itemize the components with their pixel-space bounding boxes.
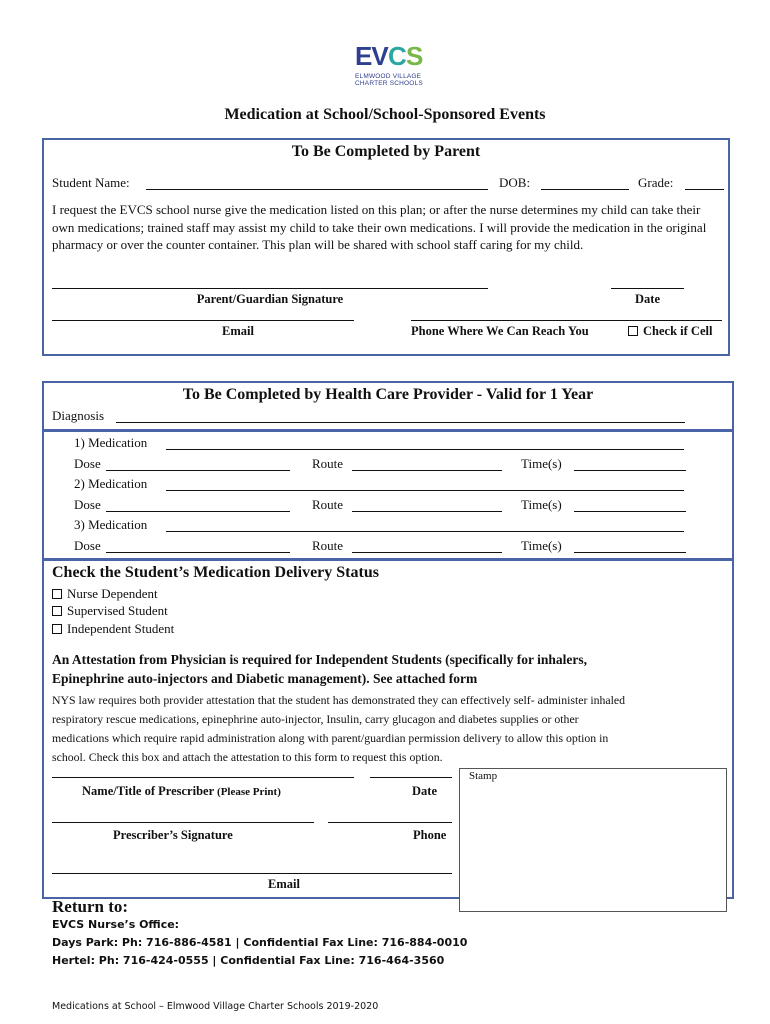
prescriber-phone-field[interactable]	[328, 822, 452, 823]
parent-date-field[interactable]	[611, 288, 684, 289]
prescriber-signature-label: Prescriber’s Signature	[113, 828, 233, 842]
parent-phone-field[interactable]	[411, 320, 722, 321]
time3-label: Time(s)	[521, 538, 562, 553]
student-name-field[interactable]	[146, 189, 488, 190]
route3-label: Route	[312, 538, 344, 553]
med2-label: 2) Medication	[74, 476, 148, 491]
parent-email-field[interactable]	[52, 320, 354, 321]
route3-field[interactable]	[352, 552, 502, 553]
option-supervised-student[interactable]	[52, 603, 168, 619]
dose3-field[interactable]	[106, 552, 290, 553]
dose2-label: Dose	[74, 497, 101, 512]
time2-label: Time(s)	[521, 497, 562, 512]
dob-label: DOB:	[499, 175, 531, 190]
prescriber-signature-field[interactable]	[52, 822, 314, 823]
svg-text:C: C	[388, 42, 407, 68]
law-line-2: respiratory rescue medications, epinephrine auto-injector, Insulin, carry glucagon and diabetes supplies or other	[52, 712, 579, 726]
prescriber-name-label	[82, 784, 281, 799]
logo-line2: CHARTER SCHOOLS	[355, 80, 423, 87]
parent-date-label: Date	[635, 292, 660, 306]
prescriber-phone-label: Phone	[413, 828, 447, 842]
attestation-line1: An Attestation from Physician is required for Independent Students (specifically for inhalers,	[52, 652, 588, 667]
provider-heading: To Be Completed by Health Care Provider - Valid for 1 Year	[182, 386, 594, 403]
prescriber-email-field[interactable]	[52, 873, 452, 874]
parent-paragraph: I request the EVCS school nurse give the medication listed on this plan; or after the nurse determines my child can take their own medications; trained staff may assist my child to take their own medications. I will provide the medication in the original pharmacy or over the counter container. This plan will be shared with school staff caring for my child.	[52, 202, 707, 252]
return-hertel: Hertel: Ph: 716-424-0555 | Confidential Fax Line: 716-464-3560	[52, 954, 445, 967]
med1-label: 1) Medication	[74, 435, 148, 450]
dose1-label: Dose	[74, 456, 101, 471]
cell-label: Check if Cell	[643, 324, 713, 338]
med1-field[interactable]	[166, 449, 684, 450]
nurse-dependent-checkbox[interactable]	[52, 589, 62, 599]
supervised-student-checkbox[interactable]	[52, 606, 62, 616]
parent-email-label: Email	[222, 324, 254, 338]
route2-label: Route	[312, 497, 344, 512]
parent-signature-field[interactable]	[52, 288, 488, 289]
time1-field[interactable]	[574, 470, 686, 471]
option-label: Independent Student	[67, 621, 175, 636]
law-line-3: medications which require rapid administration along with parent/guardian permission delivery to allow this option in	[52, 731, 609, 745]
option-label: Supervised Student	[67, 603, 168, 618]
diagnosis-field[interactable]	[116, 422, 685, 423]
return-heading: Return to:	[52, 897, 129, 916]
page-footer: Medications at School – Elmwood Village Charter Schools 2019-2020	[52, 1001, 379, 1012]
stamp-label: Stamp	[469, 770, 498, 782]
page-title: Medication at School/School-Sponsored Events	[224, 106, 546, 123]
please-print-text: (Please Print)	[217, 786, 281, 798]
med2-field[interactable]	[166, 490, 684, 491]
route1-label: Route	[312, 456, 344, 471]
cell-checkbox[interactable]	[628, 326, 638, 336]
return-days-park: Days Park: Ph: 716-886-4581 | Confidential Fax Line: 716-884-0010	[52, 936, 468, 949]
prescriber-name-field[interactable]	[52, 777, 354, 778]
time3-field[interactable]	[574, 552, 686, 553]
evcs-logo-mark	[355, 42, 425, 68]
svg-text:S: S	[406, 42, 424, 68]
med3-field[interactable]	[166, 531, 684, 532]
grade-field[interactable]	[685, 189, 724, 190]
dose2-field[interactable]	[106, 511, 290, 512]
svg-text:EV: EV	[355, 42, 388, 68]
diagnosis-label: Diagnosis	[52, 408, 104, 423]
option-nurse-dependent[interactable]	[52, 586, 158, 602]
route2-field[interactable]	[352, 511, 502, 512]
logo-line1: ELMWOOD VILLAGE	[355, 73, 422, 80]
prescriber-date-field[interactable]	[370, 777, 452, 778]
parent-signature-label: Parent/Guardian Signature	[196, 292, 344, 306]
med3-label: 3) Medication	[74, 517, 148, 532]
time1-label: Time(s)	[521, 456, 562, 471]
route1-field[interactable]	[352, 470, 502, 471]
attestation-line2: Epinephrine auto-injectors and Diabetic management). See attached form	[52, 671, 478, 686]
student-name-label: Student Name:	[52, 175, 130, 190]
grade-label: Grade:	[638, 175, 674, 190]
school-logo	[355, 42, 425, 87]
delivery-heading: Check the Student’s Medication Delivery Status	[52, 564, 379, 581]
check-if-cell[interactable]	[628, 324, 712, 339]
parent-heading: To Be Completed by Parent	[291, 143, 481, 160]
name-title-text: Name/Title of Prescriber	[82, 784, 214, 798]
prescriber-email-label: Email	[268, 877, 300, 891]
prescriber-date-label: Date	[412, 784, 437, 798]
dob-field[interactable]	[541, 189, 629, 190]
time2-field[interactable]	[574, 511, 686, 512]
dose3-label: Dose	[74, 538, 101, 553]
independent-student-checkbox[interactable]	[52, 624, 62, 634]
law-line-1: NYS law requires both provider attestation that the student has demonstrated they can effectively self- administer inhaled	[52, 693, 626, 707]
option-label: Nurse Dependent	[67, 586, 158, 601]
return-office: EVCS Nurse’s Office:	[52, 918, 180, 931]
dose1-field[interactable]	[106, 470, 290, 471]
parent-phone-label: Phone Where We Can Reach You	[411, 324, 589, 338]
law-line-4: school. Check this box and attach the attestation to this form to request this option.	[52, 750, 443, 764]
option-independent-student[interactable]	[52, 621, 174, 637]
